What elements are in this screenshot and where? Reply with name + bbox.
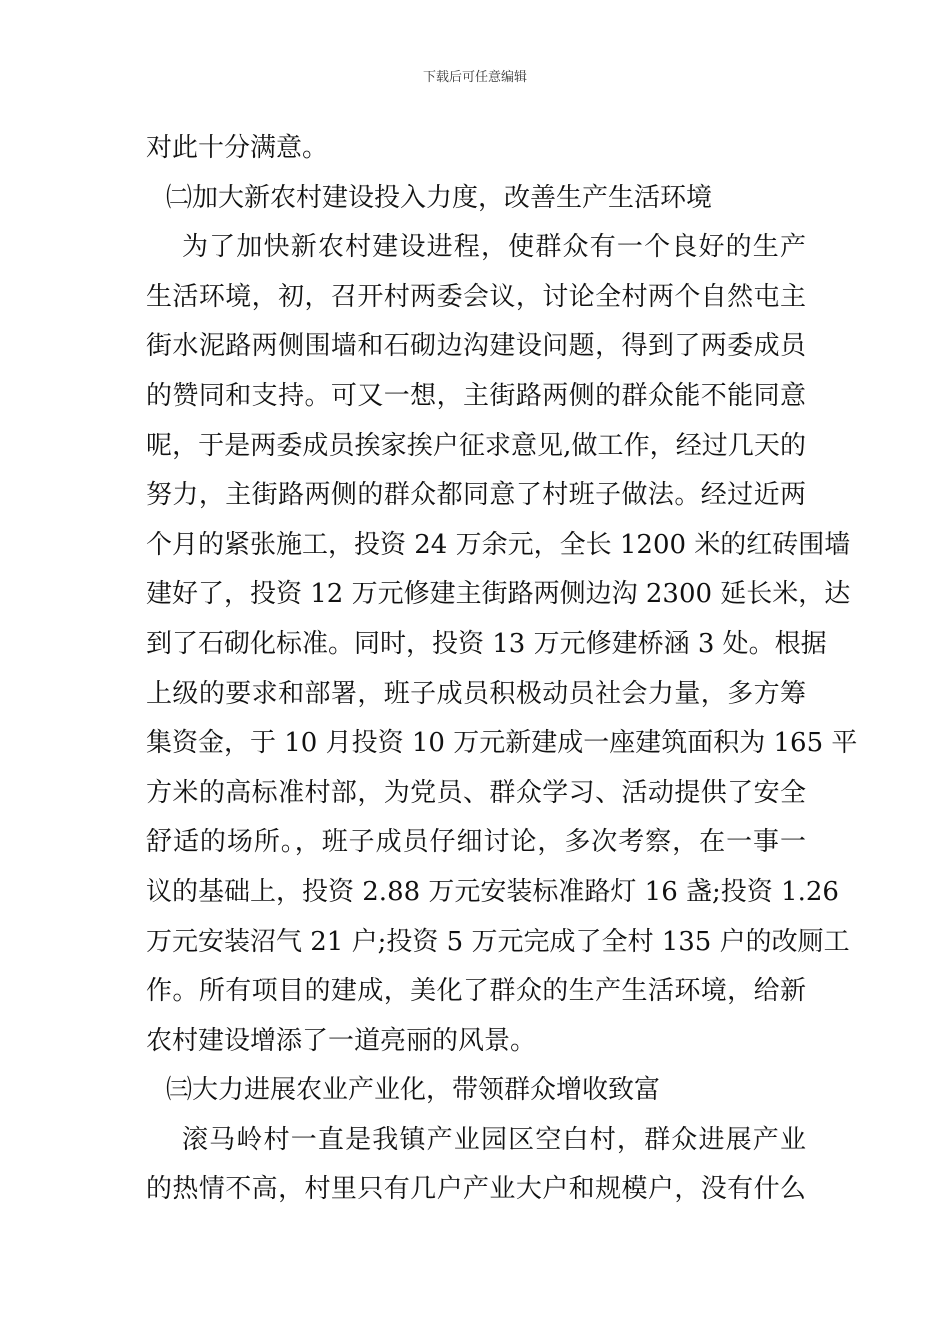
page-header: 下载后可任意编辑 xyxy=(422,70,527,85)
paragraph-line: 滚马岭村一直是我镇产业园区空白村，群众进展产业 xyxy=(182,1124,806,1155)
paragraph-line: 的赞同和支持。可又一想，主街路两侧的群众能不能同意 xyxy=(146,380,806,411)
paragraph-line: 到了石砌化标准。同时，投资 13 万元修建桥涵 3 处。根据 xyxy=(146,628,827,659)
paragraph-line: 街水泥路两侧围墙和石砌边沟建设问题，得到了两委成员 xyxy=(146,331,806,362)
paragraph-line: 舒适的场所。，班子成员仔细讨论，多次考察，在一事一 xyxy=(146,827,806,858)
paragraph-line: 对此十分满意。 xyxy=(146,133,329,163)
document-body xyxy=(146,124,858,1215)
paragraph-line: 生活环境，初，召开村两委会议，讨论全村两个自然屯主 xyxy=(146,281,806,312)
paragraph-line: 集资金，于 10 月投资 10 万元新建成一座建筑面积为 165 平 xyxy=(146,728,858,759)
section-heading: ㈡加大新农村建设投入力度，改善生产生活环境 xyxy=(166,182,713,213)
paragraph-line: 万元安装沼气 21 户;投资 5 万元完成了全村 135 户的改厕工 xyxy=(146,926,850,957)
paragraph-line: 个月的紧张施工，投资 24 万余元，全长 1200 米的红砖围墙 xyxy=(146,529,851,560)
paragraph-line: 努力，主街路两侧的群众都同意了村班子做法。经过近两 xyxy=(146,480,806,511)
paragraph-line: 呢，于是两委成员挨家挨户征求意见,做工作，经过几天的 xyxy=(146,430,806,461)
section-heading: ㈢大力进展农业产业化，带领群众增收致富 xyxy=(166,1075,661,1106)
paragraph-line: 建好了，投资 12 万元修建主街路两侧边沟 2300 延长米，达 xyxy=(146,579,851,610)
paragraph-line: 农村建设增添了一道亮丽的风景。 xyxy=(146,1025,537,1056)
paragraph-line: 作。所有项目的建成，美化了群众的生产生活环境，给新 xyxy=(146,976,806,1007)
paragraph-line: 的热情不高，村里只有几户产业大户和规模户，没有什么 xyxy=(146,1174,806,1205)
paragraph-line: 上级的要求和部署，班子成员积极动员社会力量，多方筹 xyxy=(146,678,806,709)
paragraph-line: 议的基础上，投资 2.88 万元安装标准路灯 16 盏;投资 1.26 xyxy=(146,876,839,907)
paragraph-line: 方米的高标准村部，为党员、群众学习、活动提供了安全 xyxy=(146,777,806,808)
paragraph-line: 为了加快新农村建设进程，使群众有一个良好的生产 xyxy=(182,232,806,263)
